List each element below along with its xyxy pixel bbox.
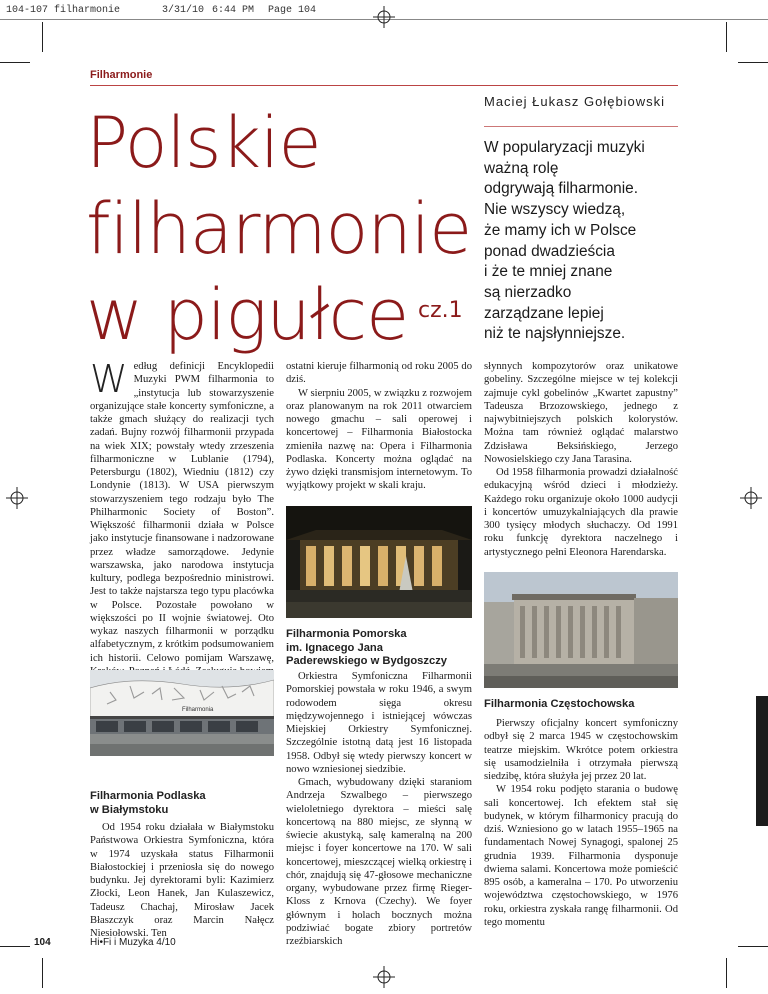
slug-page: Page 104	[268, 5, 317, 16]
paragraph: Od 1958 filharmonia prowadzi działalność edukacyjną wśród dzieci i młodzieży. Każdego roku organizuje około 1000 audycji i koncertów umuzykalniających dla prawie 300 tysięcy młodych słuchaczy. Od 1991 roku funkcję dyrektora naczelnego i artystycznego pełni Eleonora Harendarska.	[484, 467, 678, 558]
section-rule	[90, 85, 678, 86]
page-number: 104	[34, 937, 51, 948]
paragraph: Orkiestra Symfoniczna Filharmonii Pomorskiej powstała w roku 1946, a swym rodowodem sięga okresu międzywojennego i istniejącej wówczas Miejskiej Orkiestry Symfonicznej. Szczególnie istotną datą jest 16 listopada 1958. Odbył się wtedy pierwszy koncert w nowo wzniesionej siedzibie.	[286, 671, 472, 775]
registration-mark-icon	[373, 6, 395, 28]
slug-file: 104-107 filharmonie	[6, 5, 121, 16]
registration-mark-icon	[6, 487, 28, 509]
subhead-line: Filharmonia Podlaska	[90, 790, 206, 802]
subhead-czestochowa: Filharmonia Częstochowska	[484, 698, 635, 710]
bialystok-body	[90, 821, 274, 940]
lead-line: są nierzadko	[484, 283, 572, 301]
crop-mark	[738, 946, 768, 947]
intro-paragraph	[90, 357, 274, 691]
subhead-bialystok	[90, 790, 274, 817]
edge-tab	[756, 696, 768, 826]
lead-paragraph	[484, 138, 684, 345]
building-sign: Filharmonia	[182, 707, 214, 713]
crop-mark	[0, 946, 30, 947]
crop-mark	[726, 958, 727, 988]
photo-czestochowa-building	[484, 572, 678, 688]
paragraph: W sierpniu 2005, w związku z rozwojem oraz planowanym na rok 2011 otwarciem nowego gmachu – sali operowej i koncertowej – Filharmonia Białostocka zmieniła nazwę na: Opera i Filharmonia Podlaska. Koncerty można oglądać na żywo dzięki transmisjom internetowym. To wyjątkowy projekt w skali kraju.	[286, 387, 472, 492]
subhead-bydgoszcz	[286, 628, 472, 669]
paragraph: słynnych kompozytorów oraz unikatowe gobeliny. Szczególne miejsce w tej kolekcji zajmuje cykl gobelinów „Kwartet zapustny” Tadeusza Brzozowskiego, jednego z najwybitniejszych polskich kolorystów. Można tam również oglądać malarstwo Zdzisława Beksińskiego, Jerzego Nowosielskiego czy Jana Tarasina.	[484, 361, 678, 465]
drop-cap: W	[90, 357, 128, 401]
subhead-line: Paderewskiego w Bydgoszczy	[286, 655, 448, 667]
subhead-line: im. Ignacego Jana	[286, 641, 383, 654]
crop-mark	[0, 62, 30, 63]
photo-bialystok-building	[90, 670, 274, 756]
slug-date: 3/31/10	[162, 5, 205, 16]
crop-mark	[42, 22, 43, 52]
title-part: cz.1	[418, 298, 463, 323]
registration-mark-icon	[740, 487, 762, 509]
title-line: Polskie	[86, 102, 321, 184]
intro-text: edług definicji Encyklopedii Muzyki PWM filharmonia to „instytucja lub stowarzyszenie organizujące stałe koncerty symfoniczne, a także gmach służący do realizacji tych zadań. Bujny rozwój filharmonii przypada na wiek XIX; powstały wtedy zrzeszenia filharmoniczne w Lublanie (1794), Petersburgu (1802), Wiedniu (1812) czy Londynie (1813). W USA pierwszym stowarzyszeniem tego rodzaju było The Philharmonic Society of Boston”. Większość filharmonii działa w Polsce jako instytucje finansowane i nadzorowane przez władze samorządowe. Jedynie warszawska, jako narodowa instytucja kultury, podlega bezpośrednio ministrowi. Jest to także najstarsza tego typu placówka w Polsce. Pozostałe powołano w większości po II wojnie światowej. Oto wykaz naszych filharmonii w porządku alfabetycznym, z krótkim podsumowaniem ich historii. Celowo pomijam Warszawę,	[90, 361, 274, 664]
author-rule	[484, 126, 678, 127]
czestochowa-body	[484, 717, 678, 929]
text-column-2	[286, 360, 472, 493]
crop-mark	[726, 22, 727, 52]
lead-line: W popularyzacji muzyki	[484, 139, 645, 156]
paragraph: Gmach, wybudowany dzięki staraniom Andrzeja Szwalbego – pierwszego wieloletniego dyrektora – mieści salę koncertową na 880 miejsc, ze słynną w świecie akustyką, salę kameralną na 200 miejsc i foyer koncertowe na 170. W sali koncertowej, mieszczącej wielką orkiestrę i chór, znajdują się 47-głosowe mechaniczne organy, wybudowane przez firmę Rieger-Kloss z Krnova (Czechy). We foyer głównym i holach bocznych można podziwiać bogate zbiory portretów rzeźbiarskich	[286, 777, 472, 947]
lead-line: że mamy ich w Polsce	[484, 221, 637, 239]
lead-line: i że te mniej znane	[484, 263, 613, 281]
paragraph: W 1954 roku podjęto starania o budowę sali koncertowej. Ich efektem stał się budynek, w którym filharmonicy pracują do dziś. Wzniesiono go w latach 1955–1965 na fundamentach Nowej Synagogi, spalonej 25 grudnia 1939. Filharmonia dysponuje dwiema salami. Koncertowa może pomieścić 895 osób, a kameralna – 170. Po utworzeniu województwa częstochowskiego, w 1976 roku, orkiestra zyskała rangę filharmonii. Od tego momentu	[484, 784, 678, 928]
text-column-1	[90, 357, 274, 691]
registration-mark-icon	[373, 966, 395, 988]
bydgoszcz-body	[286, 670, 472, 948]
lead-line: ważną rolę	[484, 159, 559, 177]
subhead-line: w Białymstoku	[90, 803, 169, 816]
lead-line: niż te najsłynniejsze.	[484, 325, 626, 343]
crop-mark	[738, 62, 768, 63]
lead-line: Nie wszyscy wiedzą,	[484, 201, 626, 219]
slug-time: 6:44 PM	[212, 5, 255, 16]
magazine-footer: Hi•Fi i Muzyka 4/10	[90, 937, 176, 948]
section-label: Filharmonie	[90, 69, 153, 81]
crop-mark	[42, 958, 43, 988]
title-line: w pigułce	[86, 274, 409, 356]
lead-line: odgrywają filharmonie.	[484, 180, 638, 198]
lead-line: zarządzane lepiej	[484, 304, 604, 322]
author-byline: Maciej Łukasz Gołębiowski	[484, 94, 666, 109]
paragraph: ostatni kieruje filharmonią od roku 2005 do dziś.	[286, 361, 472, 386]
lead-line: ponad dwadzieścia	[484, 242, 615, 260]
photo-bydgoszcz-night	[286, 506, 472, 618]
paragraph: Pierwszy oficjalny koncert symfoniczny odbył się 2 marca 1945 w częstochowskim teatrze miejskim. Wkrótce potem orkiestra się usamodzielniła i otrzymała pierwszą siedzibę, która służyła jej przez 20 lat.	[484, 718, 678, 782]
article-title	[86, 100, 471, 358]
paragraph: Od 1954 roku działała w Białymstoku Państwowa Orkiestra Symfoniczna, która w 1974 uzyskała status Filharmonii Białostockiej i przeniosła się do nowego budynku. Jej dyrektorami byli: Kazimierz Złocki, Leon Hanek, Jan Kulaszewicz, Tadeusz Chachaj, Mirosław Jacek Błaszczyk oraz Marcin Nałęcz Niesiołowski. Ten	[90, 822, 274, 939]
title-line: filharmonie	[86, 188, 472, 270]
text-column-3	[484, 360, 678, 559]
subhead-line: Filharmonia Pomorska	[286, 628, 407, 640]
